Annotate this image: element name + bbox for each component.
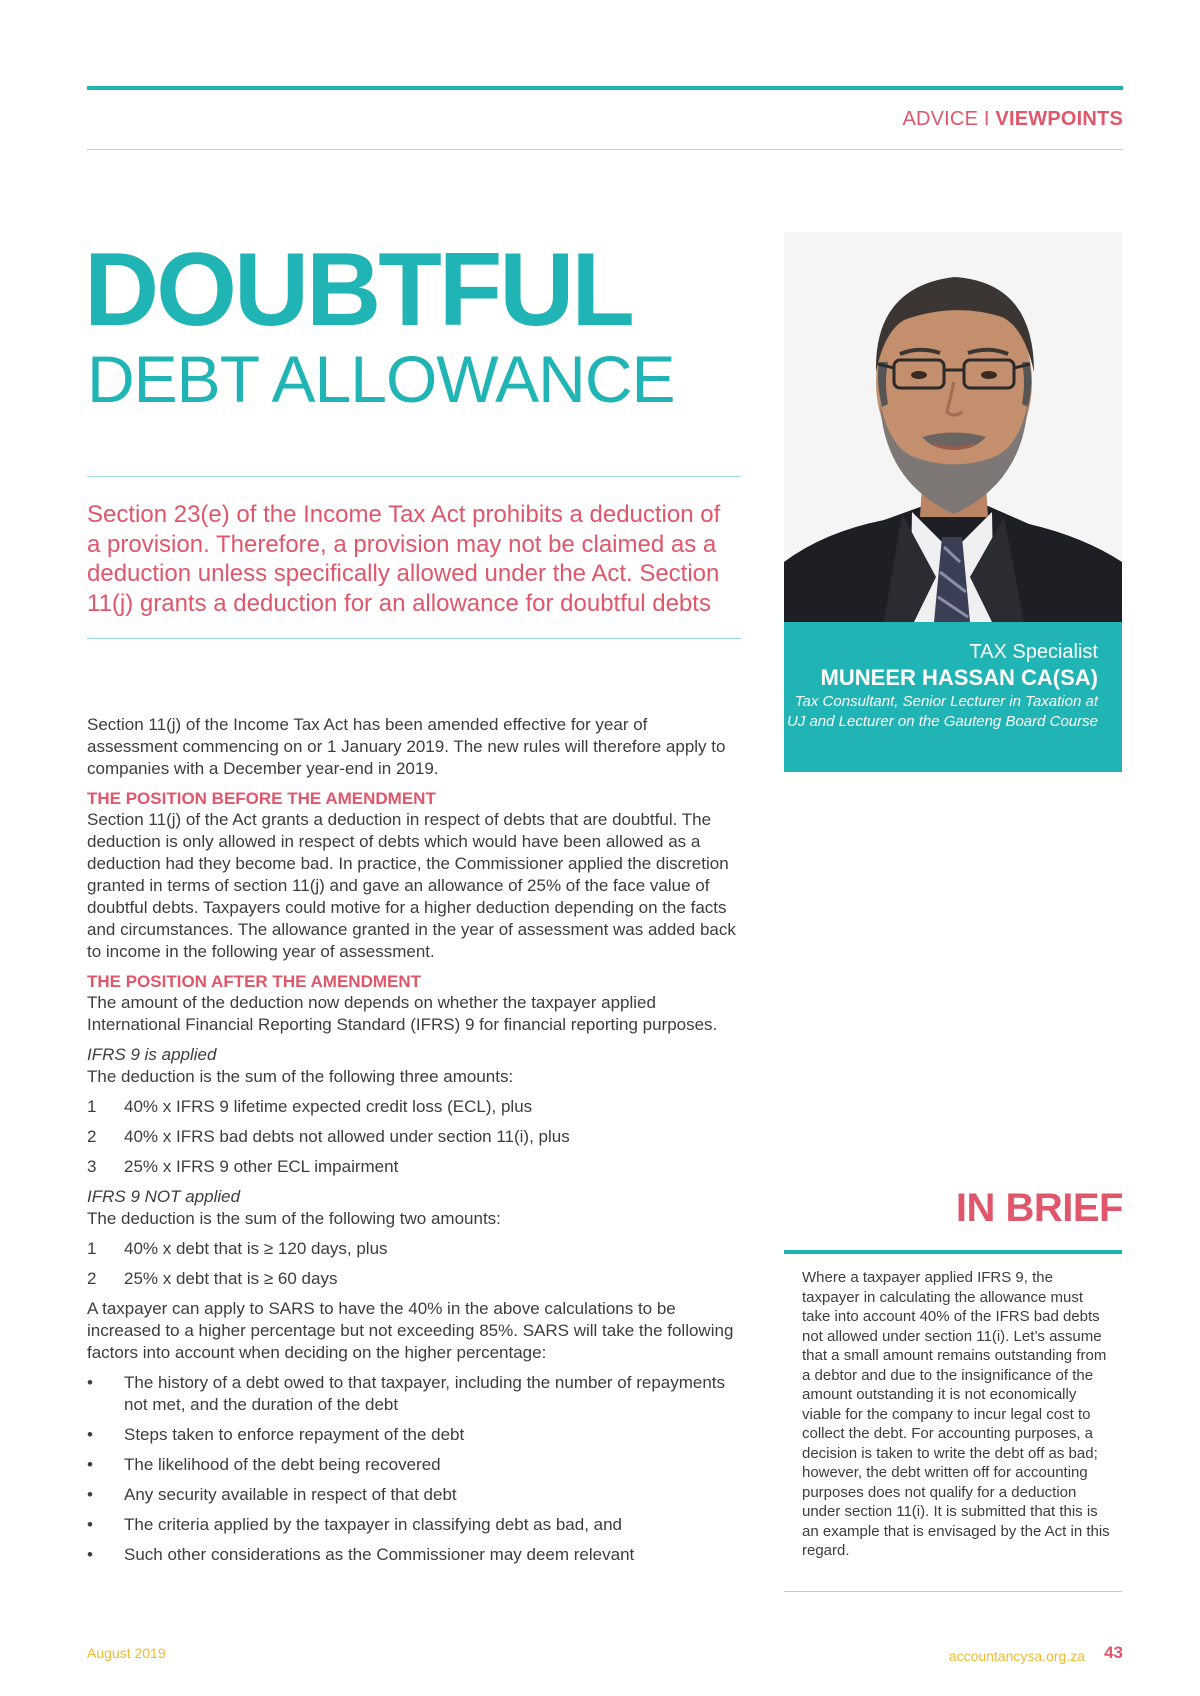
intro-standfirst: Section 23(e) of the Income Tax Act prohibits a deduction of a provision. Therefore, a provision may not be claimed as a deduction unless specifically allowed under the Act. Section 11(j) grants a deduction for an allowance for doubtful debts bbox=[87, 501, 721, 617]
in-brief-title: IN BRIEF bbox=[955, 1186, 1123, 1230]
bullet-item-text: The criteria applied by the taxpayer in classifying debt as bad, and bbox=[124, 1515, 623, 1534]
footer-website-link[interactable]: accountancysa.org.za bbox=[948, 1648, 1085, 1664]
ifrs-not-applied-intro: The deduction is the sum of the following two amounts: bbox=[87, 1209, 501, 1228]
header-divider bbox=[87, 149, 1123, 150]
ifrs-not-applied-list bbox=[87, 1238, 742, 1290]
bullet-item bbox=[87, 1424, 742, 1446]
opening-paragraph: Section 11(j) of the Income Tax Act has been amended effective for year of assessment commencing on or 1 January 2019. The new rules will therefore apply to companies with a December year-end in 2019. bbox=[87, 715, 726, 778]
list-item bbox=[87, 1268, 742, 1290]
heading-before-amendment: THE POSITION BEFORE THE AMENDMENT bbox=[87, 789, 436, 808]
author-role: TAX Specialist bbox=[969, 641, 1098, 663]
author-caption bbox=[784, 622, 1122, 772]
ifrs-not-applied-subheading: IFRS 9 NOT applied bbox=[87, 1187, 241, 1206]
section-label: ADVICE bbox=[902, 108, 979, 130]
heading-after-amendment: THE POSITION AFTER THE AMENDMENT bbox=[87, 972, 422, 991]
intro-bottom-divider bbox=[87, 638, 741, 639]
bullet-icon: • bbox=[87, 1455, 93, 1474]
bullet-item-text: Any security available in respect of that debt bbox=[124, 1485, 457, 1504]
top-rule bbox=[87, 86, 1123, 90]
list-item-text: 25% x IFRS 9 other ECL impairment bbox=[124, 1157, 399, 1176]
list-item-text: 40% x IFRS bad debts not allowed under section 11(i), plus bbox=[124, 1127, 570, 1146]
bullet-icon: • bbox=[87, 1515, 93, 1534]
list-number: 1 bbox=[87, 1239, 97, 1258]
bullet-icon: • bbox=[87, 1485, 93, 1504]
in-brief-rule bbox=[784, 1250, 1122, 1254]
list-number: 2 bbox=[87, 1269, 97, 1288]
author-photo bbox=[784, 232, 1122, 622]
intro-top-divider bbox=[87, 476, 741, 477]
page-number: 43 bbox=[1104, 1643, 1123, 1662]
bullet-item-text: The likelihood of the debt being recovered bbox=[124, 1455, 441, 1474]
list-number: 2 bbox=[87, 1127, 97, 1146]
list-item bbox=[87, 1126, 742, 1148]
subsection-label: VIEWPOINTS bbox=[995, 108, 1123, 130]
list-item-text: 40% x IFRS 9 lifetime expected credit loss (ECL), plus bbox=[124, 1097, 533, 1116]
ifrs-applied-subheading: IFRS 9 is applied bbox=[87, 1045, 217, 1064]
bullet-item bbox=[87, 1372, 742, 1416]
in-brief-text: Where a taxpayer applied IFRS 9, the taxpayer in calculating the allowance must take into account 40% of the IFRS bad debts not allowed under section 11(i). Let’s assume that a small amount remains outstanding from a debtor and due to the insignificance of the amount outstanding it is not economically viable for the company to incur legal cost to collect the debt. For accounting purposes, a decision is taken to write the debt off as bad; however, the debt written off for accounting purposes does not qualify for a deduction under section 11(i). It is submitted that this is an example that is envisaged by the Act in this regard. bbox=[802, 1269, 1110, 1559]
list-item bbox=[87, 1238, 742, 1260]
bullet-item-text: Steps taken to enforce repayment of the debt bbox=[124, 1425, 465, 1444]
section-separator: I bbox=[983, 108, 990, 130]
list-item-text: 25% x debt that is ≥ 60 days bbox=[124, 1269, 338, 1288]
author-name: MUNEER HASSAN CA(SA) bbox=[820, 665, 1098, 690]
sars-paragraph: A taxpayer can apply to SARS to have the 40% in the above calculations to be increased to a higher percentage but not exceeding 85%. SARS will take the following factors into account when deciding on the higher percentage: bbox=[87, 1299, 734, 1362]
ifrs-applied-list bbox=[87, 1096, 742, 1178]
list-item bbox=[87, 1156, 742, 1178]
bullet-item bbox=[87, 1454, 742, 1476]
article-title: DOUBTFUL bbox=[84, 232, 632, 348]
list-number: 3 bbox=[87, 1157, 97, 1176]
article-body bbox=[87, 714, 742, 1566]
article-subtitle: DEBT ALLOWANCE bbox=[87, 342, 675, 416]
author-description: Tax Consultant, Senior Lecturer in Taxation at UJ and Lecturer on the Gauteng Board Course bbox=[786, 693, 1098, 730]
list-item-text: 40% x debt that is ≥ 120 days, plus bbox=[124, 1239, 388, 1258]
bullet-icon: • bbox=[87, 1373, 93, 1392]
bullet-icon: • bbox=[87, 1425, 93, 1444]
before-amendment-paragraph: Section 11(j) of the Act grants a deduction in respect of debts that are doubtful. The deduction is only allowed in respect of debts which would have been allowed as a deduction had they become bad. In practice, the Commissioner applied the discretion granted in terms of section 11(j) and gave an allowance of 25% of the face value of doubtful debts. Taxpayers could motive for a higher deduction depending on the facts and circumstances. The allowance granted in the year of assessment was added back to income in the following year of assessment. bbox=[87, 810, 736, 961]
bullet-item-text: Such other considerations as the Commissioner may deem relevant bbox=[124, 1545, 635, 1564]
footer-date: August 2019 bbox=[87, 1645, 166, 1661]
after-amendment-paragraph: The amount of the deduction now depends on whether the taxpayer applied International Financial Reporting Standard (IFRS) 9 for financial reporting purposes. bbox=[87, 993, 718, 1034]
sars-factors-list bbox=[87, 1372, 742, 1566]
bullet-icon: • bbox=[87, 1545, 93, 1564]
bullet-item bbox=[87, 1484, 742, 1506]
ifrs-applied-intro: The deduction is the sum of the following three amounts: bbox=[87, 1067, 514, 1086]
section-tag bbox=[902, 108, 1123, 131]
bullet-item bbox=[87, 1514, 742, 1536]
list-item bbox=[87, 1096, 742, 1118]
bullet-item bbox=[87, 1544, 742, 1566]
list-number: 1 bbox=[87, 1097, 97, 1116]
in-brief-bottom-divider bbox=[784, 1591, 1122, 1592]
bullet-item-text: The history of a debt owed to that taxpayer, including the number of repayments not met, and the duration of the debt bbox=[124, 1373, 726, 1414]
author-portrait-illustration bbox=[784, 232, 1122, 622]
